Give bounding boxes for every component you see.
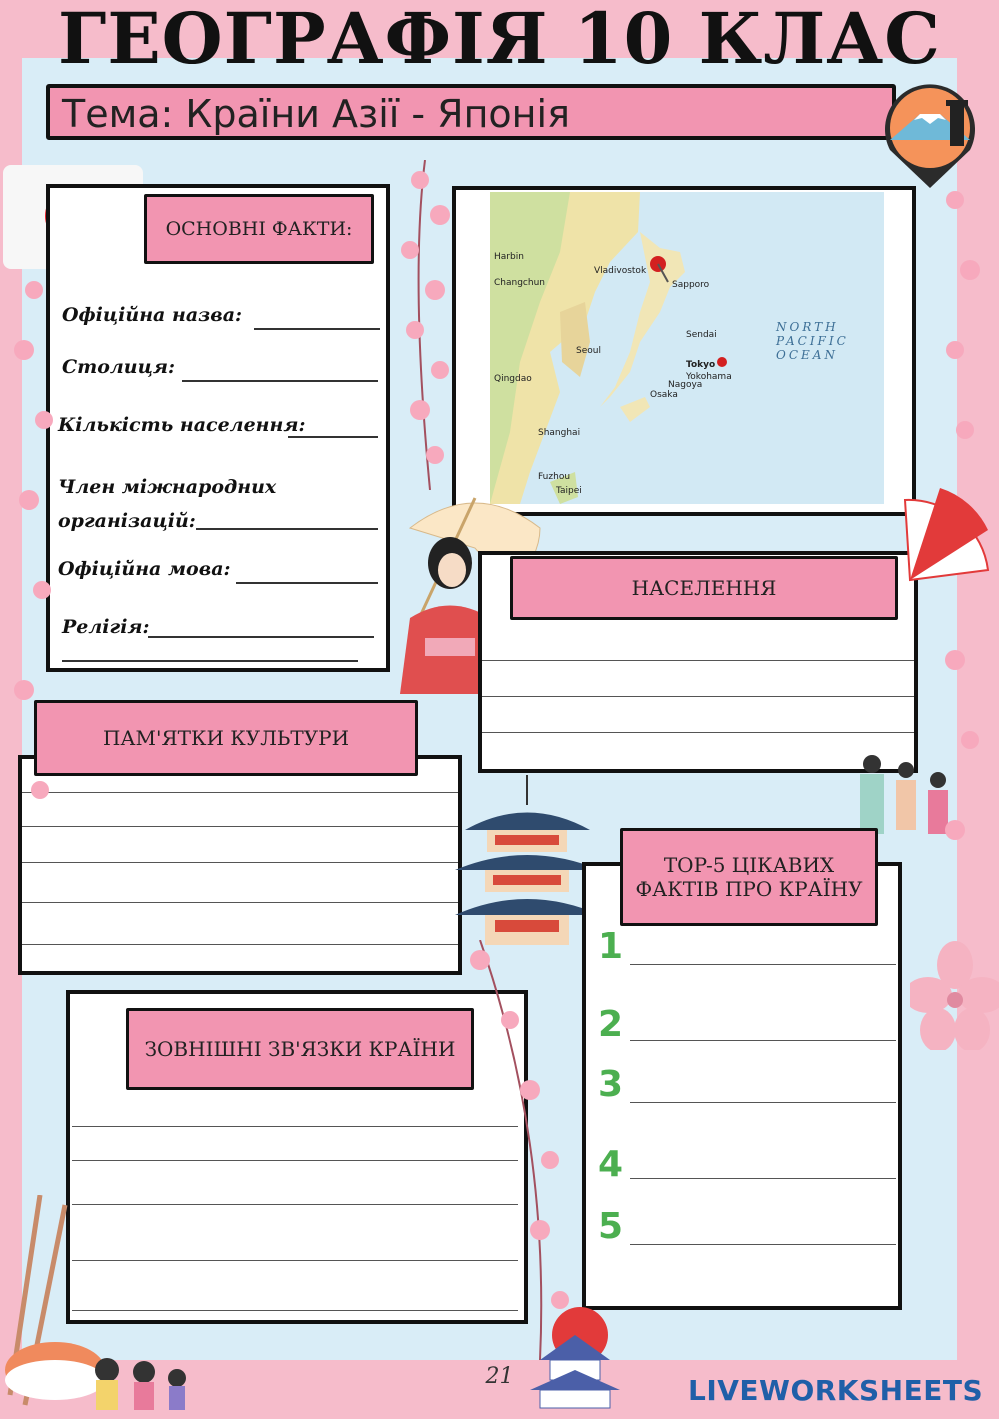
- map-city-label: Osaka: [650, 390, 678, 400]
- answer-line-culture-5[interactable]: [22, 944, 458, 945]
- answer-line-population[interactable]: [288, 436, 378, 438]
- top5-box: [582, 862, 902, 1310]
- answer-line-population-2[interactable]: [482, 696, 914, 697]
- answer-line-population-3[interactable]: [482, 732, 914, 733]
- field-organizations: Член міжнародних організацій:: [58, 476, 277, 532]
- pagoda-illustration: [455, 775, 600, 945]
- map-city-label: Shanghai: [538, 428, 581, 438]
- answer-line-culture-3[interactable]: [22, 862, 458, 863]
- answer-line-religion-2[interactable]: [62, 660, 358, 662]
- answer-line-religion[interactable]: [148, 636, 374, 638]
- relations-label: ЗОВНІШНІ ЗВ'ЯЗКИ КРАЇНИ: [126, 1008, 474, 1090]
- page-number: 21: [485, 1364, 514, 1389]
- answer-line-fact-3[interactable]: [630, 1102, 896, 1103]
- sakura-flower-icon: [910, 940, 999, 1050]
- map-city-label: Taipei: [556, 486, 582, 496]
- map-city-label: Yokohama: [686, 372, 732, 382]
- answer-line-official-name[interactable]: [254, 328, 380, 330]
- map-city-label: Vladivostok: [594, 266, 647, 276]
- topic-banner: [46, 84, 896, 140]
- fact-number-1: 1: [598, 926, 624, 967]
- answer-line-culture-2[interactable]: [22, 826, 458, 827]
- page-title: ГЕОГРАФІЯ 10 КЛАС: [58, 0, 941, 80]
- answer-line-culture-1[interactable]: [22, 792, 458, 793]
- map-image: [490, 192, 884, 504]
- mount-fuji-icon: [880, 80, 980, 190]
- top5-label: TOP-5 ЦІКАВИХ ФАКТІВ ПРО КРАЇНУ: [620, 828, 878, 926]
- answer-line-fact-1[interactable]: [630, 964, 896, 965]
- map-city-label: Sendai: [686, 330, 717, 340]
- brand-logo[interactable]: LIVEWORKSHEETS: [688, 1374, 984, 1407]
- sakura-left-decoration: [4, 270, 64, 870]
- answer-line-language[interactable]: [236, 582, 378, 584]
- field-official-name: Офіційна назва:: [62, 304, 243, 326]
- answer-line-culture-4[interactable]: [22, 902, 458, 903]
- map-city-label: Seoul: [576, 346, 601, 356]
- answer-line-fact-2[interactable]: [630, 1040, 896, 1041]
- map-city-label: Tokyo: [686, 360, 716, 370]
- culture-box: [18, 755, 462, 975]
- answer-line-fact-4[interactable]: [630, 1178, 896, 1179]
- field-population-count: Кількість населення:: [58, 414, 306, 436]
- population-label: НАСЕЛЕННЯ: [510, 556, 898, 620]
- map-city-label: Harbin: [494, 252, 524, 262]
- topic-text: Тема: Країни Азії - Японія: [62, 92, 570, 136]
- map-city-label: Fuzhou: [538, 472, 571, 482]
- map-city-label: Qingdao: [494, 374, 532, 384]
- field-religion: Релігія:: [62, 616, 150, 638]
- sakura-bottom-decoration: [450, 940, 600, 1360]
- basic-facts-label: ОСНОВНІ ФАКТИ:: [144, 194, 374, 264]
- map-city-label: Nagoya: [668, 380, 703, 390]
- map-city-label: Sapporo: [672, 280, 710, 290]
- fact-number-2: 2: [598, 1004, 624, 1045]
- field-capital: Столиця:: [62, 356, 176, 378]
- fact-number-4: 4: [598, 1144, 624, 1185]
- castle-illustration: [520, 1300, 630, 1410]
- fan-illustration: [900, 480, 992, 590]
- map-city-label: Changchun: [494, 278, 545, 288]
- answer-line-fact-5[interactable]: [630, 1244, 896, 1245]
- answer-line-population-1[interactable]: [482, 660, 914, 661]
- answer-line-capital[interactable]: [182, 380, 378, 382]
- fact-number-5: 5: [598, 1206, 624, 1247]
- map-ocean-label: NORTH PACIFIC OCEAN: [776, 320, 849, 362]
- fact-number-3: 3: [598, 1064, 624, 1105]
- answer-line-organizations[interactable]: [196, 528, 378, 530]
- field-official-language: Офіційна мова:: [58, 558, 231, 580]
- culture-label: ПАМ'ЯТКИ КУЛЬТУРИ: [34, 700, 418, 776]
- sakura-branch-decoration: [380, 160, 470, 490]
